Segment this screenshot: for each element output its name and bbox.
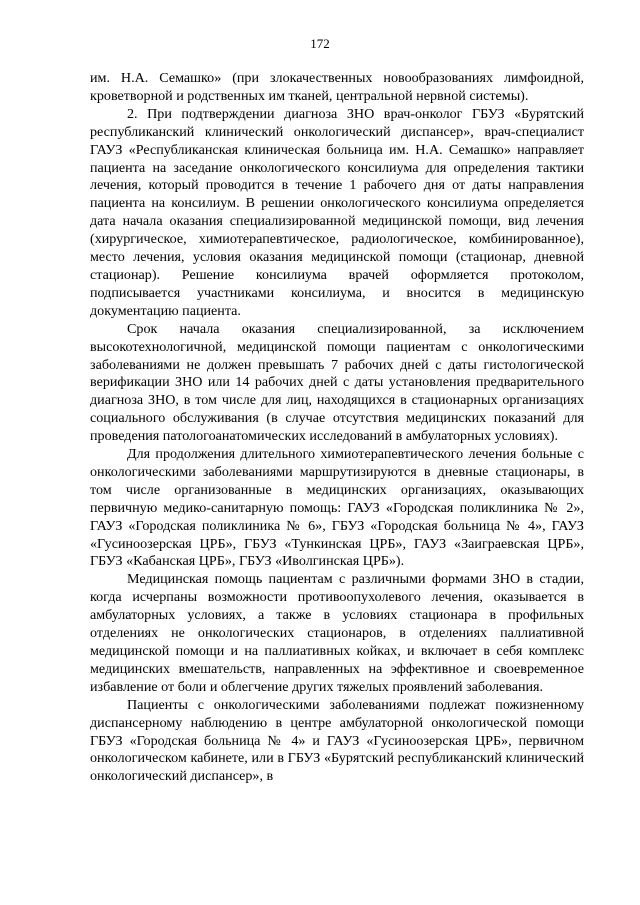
paragraph-palliative-care: Медицинская помощь пациентам с различными формами ЗНО в стадии, когда исчерпаны возможности противоопухолевого лечения, оказывается в амбулаторных условиях, а также в условиях стационара в профильных отделениях не онкологических стационаров, в отделениях паллиативной медицинской помощи и на паллиативных койках, и включает в себя комплекс медицинских вмешательств, направленных на эффективное и своевременное избавление от боли и облегчение других тяжелых проявлений заболевания. [90,571,584,695]
document-body [90,70,584,786]
paragraph-diagnosis-confirmation: 2. При подтверждении диагноза ЗНО врач-онколог ГБУЗ «Бурятский республиканский клинический онкологический диспансер», врач-специалист ГАУЗ «Республиканская клиническая больница им. Н.А. Семашко» направляет пациента на заседание онкологического консилиума для определения тактики лечения, который проводится в течение 1 рабочего дня от даты направления пациента на консилиум. В решении онкологического консилиума определяется дата начала оказания специализированной медицинской помощи, вид лечения (хирургическое, химиотерапевтическое, радиологическое, комбинированное), место лечения, условия оказания медицинской помощи (стационар, дневной стационар). Решение консилиума врачей оформляется протоколом, подписывается участниками консилиума, и вносится в медицинскую документацию пациента. [90,105,584,319]
page-number: 172 [310,36,330,51]
paragraph-treatment-deadline: Срок начала оказания специализированной, за исключением высокотехнологичной, медицинской помощи пациентам с онкологическими заболеваниями не должен превышать 7 рабочих дней с даты гистологической верификации ЗНО или 14 рабочих дней с даты установления предварительного диагноза ЗНО, в том числе для лиц, находящихся в стационарных организациях социального обслуживания (в случае отсутствия медицинских показаний для проведения патологоанатомических исследований в амбулаторных условиях). [90,320,584,445]
paragraph-continuation: им. Н.А. Семашко» (при злокачественных новообразованиях лимфоидной, кроветворной и родственных им тканей, центральной нервной системы). [90,70,584,104]
paragraph-day-hospitals: Для продолжения длительного химиотерапевтического лечения больные с онкологическими заболеваниями маршрутизируются в дневные стационары, в том числе организованные в медицинских организациях, оказывающих первичную медико-санитарную помощь: ГАУЗ «Городская поликлиника № 2», ГАУЗ «Городская поликлиника № 6», ГБУЗ «Городская больница № 4», ГАУЗ «Гусиноозерская ЦРБ», ГБУЗ «Тункинская ЦРБ», ГАУЗ «Заиграевская ЦРБ», ГБУЗ «Кабанская ЦРБ», ГБУЗ «Иволгинская ЦРБ»). [90,446,584,570]
paragraph-dispensary-observation: Пациенты с онкологическими заболеваниями подлежат пожизненному диспансерному наблюдению в центре амбулаторной онкологической помощи ГБУЗ «Городская больница № 4» и ГАУЗ «Гусиноозерская ЦРБ», первичном онкологическом кабинете, или в ГБУЗ «Бурятский республиканский клинический онкологический диспансер», в [90,696,584,785]
